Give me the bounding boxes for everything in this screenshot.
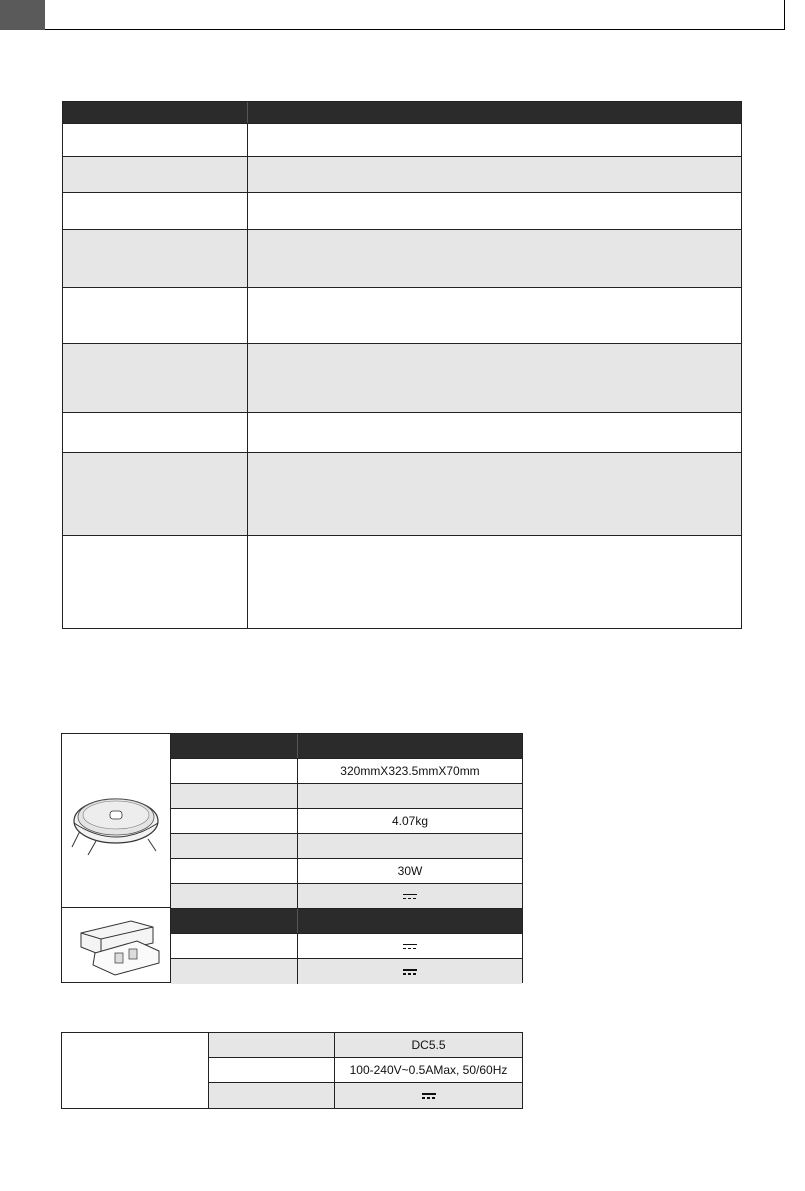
weight-value: 4.07kg <box>391 814 429 828</box>
power-value: 30W <box>397 864 423 878</box>
adapter-label-cell <box>62 1033 209 1108</box>
spec-row <box>171 834 522 859</box>
dimensions-value: 320mmX323.5mmX70mm <box>340 764 480 778</box>
dock-row-input <box>171 934 522 959</box>
spec-header-row <box>171 734 522 759</box>
crop-mark-vertical <box>784 0 785 30</box>
table-row <box>63 192 741 229</box>
feature-table <box>62 101 742 629</box>
product-spec-table <box>61 733 523 983</box>
crop-mark-horizontal <box>45 29 785 30</box>
dc-symbol-icon <box>403 968 417 975</box>
input-voltage-value: 100-240V~0.5AMax, 50/60Hz <box>349 1063 508 1077</box>
table-row <box>63 229 741 287</box>
adapter-row-connector <box>209 1033 522 1058</box>
adapter-row-input <box>209 1058 522 1083</box>
adapter-spec-table <box>61 1032 523 1109</box>
dc-symbol-icon <box>403 943 417 950</box>
table-row <box>63 123 741 156</box>
spec-row-power <box>171 859 522 884</box>
charging-dock-image <box>62 908 171 982</box>
spec-grid <box>171 734 522 984</box>
page-corner-tab <box>0 0 45 30</box>
table-row <box>63 343 741 412</box>
table-row <box>63 156 741 192</box>
spec-row-dimensions <box>171 759 522 784</box>
spec-row-input <box>171 884 522 909</box>
connector-value: DC5.5 <box>411 1038 446 1052</box>
feature-table-header <box>63 102 741 123</box>
spec-row-weight <box>171 809 522 834</box>
table-row <box>63 412 741 452</box>
robot-vacuum-image <box>62 734 171 908</box>
adapter-row-output <box>209 1083 522 1108</box>
dock-row-output <box>171 959 522 984</box>
adapter-grid <box>209 1033 522 1108</box>
dc-symbol-icon <box>422 1092 436 1099</box>
dc-symbol-icon <box>403 893 417 900</box>
table-row <box>63 452 741 535</box>
table-row <box>63 287 741 343</box>
spec-row <box>171 784 522 809</box>
dock-header-row <box>171 909 522 934</box>
table-row <box>63 535 741 628</box>
